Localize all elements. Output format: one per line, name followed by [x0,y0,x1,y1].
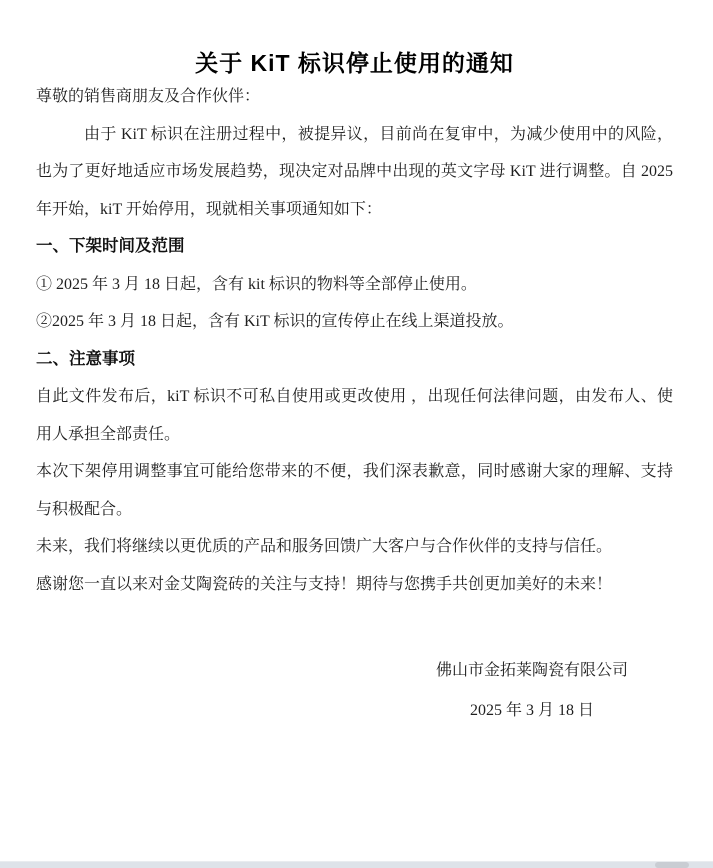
company-signature: 佛山市金拓莱陶瓷有限公司 [435,662,628,679]
section-1-item-2: ②2025 年 3 月 18 日起，含有 KiT 标识的宣传停止在线上渠道投放。 [36,313,514,330]
intro-paragraph: 由于 KiT 标识在注册过程中，被提异议，目前尚在复审中，为减少使用中的风险，也为了更好地适应市场发展趋势，现决定对品牌中出现的英文字母 KiT 进行调整。自 2025 年开始，kiT 开始停用，现就相关事项通知如下： [36,125,673,218]
notice-title: 关于 KiT 标识停止使用的通知 [195,50,514,76]
section-1-item-1: ① 2025 年 3 月 18 日起，含有 kit 标识的物料等全部停止使用。 [36,275,477,293]
scrollbar-thumb[interactable] [655,862,689,868]
section-2-heading: 二、注意事项 [36,349,135,368]
signature-block [436,651,628,731]
future-commitment-paragraph: 未来，我们将继续以更优质的产品和服务回馈广大客户与合作伙伴的支持与信任。 [36,538,613,555]
apology-paragraph: 本次下架停用调整事宜可能给您带来的不便，我们深表歉意，同时感谢大家的理解、支持与积极配合。 [36,463,673,518]
notice-date: 2025 年 3 月 18 日 [469,702,594,719]
greeting-line: 尊敬的销售商朋友及合作伙伴： [36,88,261,105]
section-1-heading: 一、下架时间及范围 [36,237,185,255]
horizontal-scrollbar[interactable] [0,861,713,868]
legal-responsibility-paragraph: 自此文件发布后，kiT 标识不可私自使用或更改使用 ，出现任何法律问题，由发布人、使用人承担全部责任。 [36,388,673,443]
thanks-paragraph: 感谢您一直以来对金艾陶瓷砖的关注与支持！期待与您携手共创更加美好的未来！ [36,575,613,593]
